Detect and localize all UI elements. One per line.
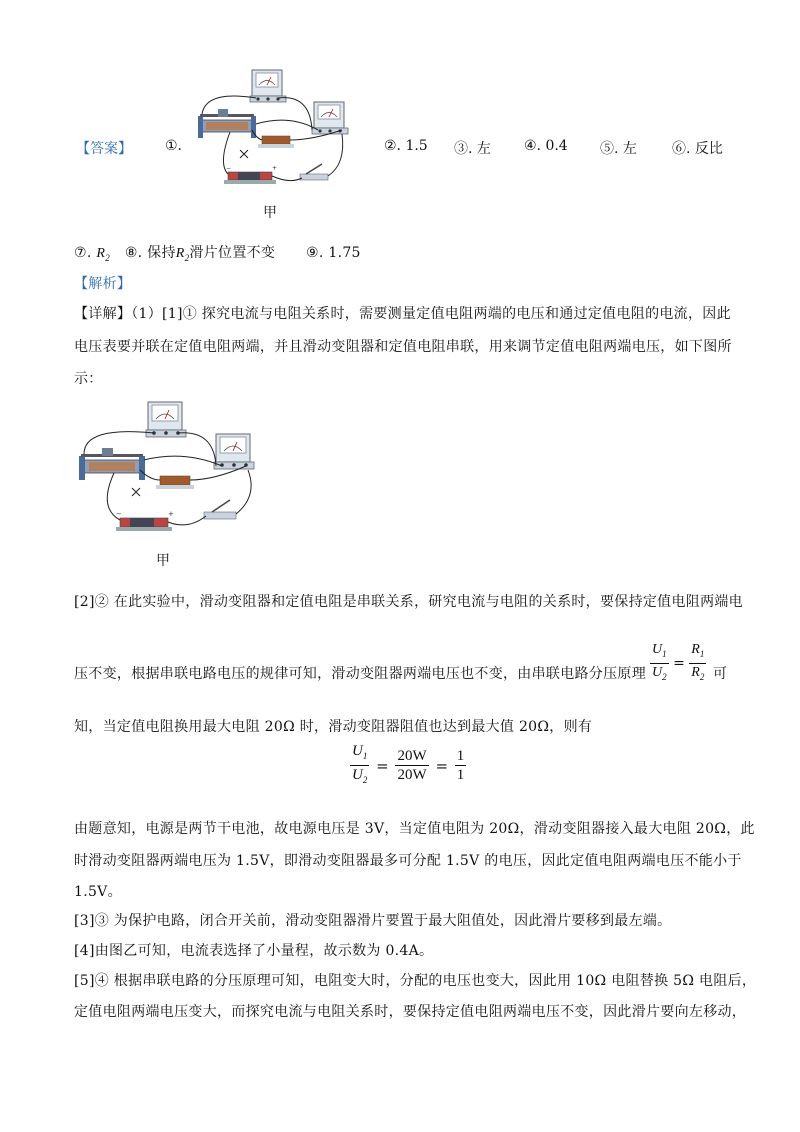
detail-line-1: 【详解】（1）[1]① 探究电流与电阻关系时，需要测量定值电阻两端的电压和通过定值电阻的电流，因此 — [74, 306, 731, 322]
answer-label: 【答案】 — [76, 141, 132, 157]
circuit-diagram-detail — [74, 396, 264, 540]
detail-line-2: 电压表要并联在定值电阻两端，并且滑动变阻器和定值电阻串联，用来调节定值电阻两端电压，如下图所 — [74, 339, 732, 355]
rheostat-icon — [79, 448, 145, 480]
para2-line-2: 压不变，根据串联电路电压的规律可知，滑动变阻器两端电压也不变，由串联电路分压原理 — [74, 666, 646, 682]
voltmeter-icon — [214, 434, 254, 469]
one-ratio: $\frac{1}{1}$ — [456, 748, 465, 783]
answer-item-4: ④. 0.4 — [524, 138, 568, 154]
detail-line-3: 示： — [74, 371, 103, 387]
display-formula: $\frac{U_1}{U_2}$ = $\frac{20W}{20W}$ = $\frac{1}{1}$ — [350, 742, 466, 789]
answer-item-2: ②. 1.5 — [384, 138, 428, 154]
ammeter-icon — [250, 70, 286, 102]
answer-row-2 — [74, 242, 361, 263]
para3-line-2: 时滑动变阻器两端电压为 1.5V，即滑动变阻器最多可分配 1.5V 的电压，因此定值电阻两端电压不能小于 — [74, 853, 742, 869]
para6-line-2: 定值电阻两端电压变大，而探究电流与电阻关系时，要保持定值电阻两端电压不变，因此滑片要向左移动， — [74, 1004, 747, 1020]
u-ratio-display: $\frac{U_1}{U_2}$ — [352, 743, 368, 785]
svg-text:+: + — [272, 165, 278, 172]
answer-item-7: ⑦. — [74, 245, 92, 261]
para6-line-1: [5]④ 根据串联电路的分压原理可知，电阻变大时，分配的电压也变大，因此用 10Ω 电阻替换 5Ω 电阻后， — [74, 973, 757, 989]
para3-line-3: 1.5V。 — [74, 884, 122, 900]
para3-line-1: 由题意知，电源是两节干电池，故电源电压是 3V，当定值电阻为 20Ω，滑动变阻器接入最大电阻 20Ω，此 — [74, 821, 755, 837]
r2-symbol-inline: $R_2$ — [175, 246, 190, 263]
r-ratio: $\frac{R_1}{R_2}$ — [691, 642, 705, 682]
answer-item-1: ①. — [165, 138, 183, 154]
answer-item-3: ③. 左 — [454, 141, 491, 157]
r2-symbol: $R_2$ — [96, 246, 111, 263]
ammeter-icon — [146, 402, 186, 437]
para5: [4]由图乙可知，电流表选择了小量程，故示数为 0.4A。 — [74, 943, 434, 959]
answer-item-8: ⑧. 保持 — [124, 245, 176, 261]
circuit-diagram-top — [190, 64, 360, 192]
para2-line-1: [2]② 在此实验中，滑动变阻器和定值电阻是串联关系，研究电流与电阻的关系时，要保持定值电阻两端电 — [74, 594, 743, 610]
battery-icon — [224, 165, 277, 184]
svg-text:−: − — [226, 165, 232, 172]
para4: [3]③ 为保护电路，闭合开关前，滑动变阻器滑片要置于最大阻值处，因此滑片要移到最左端。 — [74, 913, 672, 929]
battery-icon — [116, 510, 174, 531]
svg-text:+: + — [168, 510, 174, 518]
switch-icon — [204, 500, 236, 519]
fixed-resistor-icon — [156, 476, 194, 489]
figure-label-detail: 甲 — [156, 553, 170, 569]
answer-item-6: ⑥. 反比 — [672, 141, 723, 157]
switch-icon — [300, 164, 328, 180]
figure-label-top: 甲 — [263, 205, 277, 221]
ohm-ratio: $\frac{20W}{20W}$ — [397, 748, 427, 783]
para2-line-2-end: 可 — [713, 666, 727, 682]
answer-item-8-tail: 滑片位置不变 — [189, 245, 276, 261]
svg-text:−: − — [116, 510, 122, 518]
answer-item-9: ⑨. 1.75 — [306, 245, 361, 261]
rheostat-icon — [198, 109, 256, 138]
answer-item-5: ⑤. 左 — [600, 141, 637, 157]
ratio-formula-inline: $\frac{U_1}{U_2}$ = $\frac{R_1}{R_2}$ — [650, 641, 706, 686]
para2-line-3: 知，当定值电阻换用最大电阻 20Ω 时，滑动变阻器阻值也达到最大值 20Ω，则有 — [74, 719, 593, 735]
analysis-label: 【解析】 — [74, 276, 132, 292]
u-ratio: $\frac{U_1}{U_2}$ — [652, 642, 667, 682]
fixed-resistor-icon — [258, 136, 294, 148]
